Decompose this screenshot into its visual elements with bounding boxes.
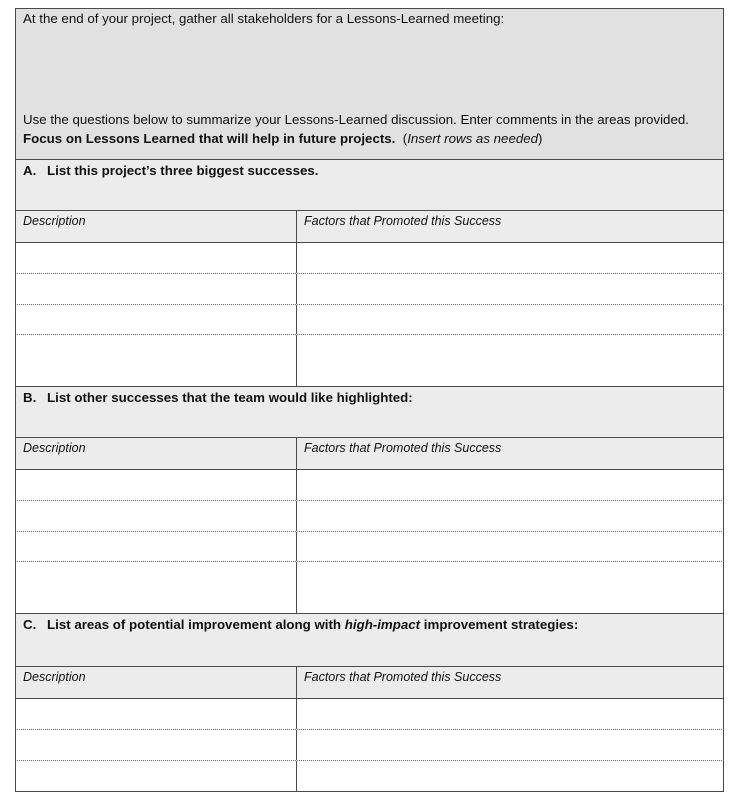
intro-insert-rows-note: Insert rows as needed [407,131,539,146]
paren-open: ( [402,131,408,146]
table-row [15,501,724,532]
table-row [15,243,724,274]
description-cell[interactable] [16,730,297,760]
section-letter: B. [23,390,37,405]
paren-close: ) [538,131,543,146]
lessons-learned-form [15,8,724,792]
intro-line-1: At the end of your project, gather all stakeholders for a Lessons-Learned meeting: [23,11,505,26]
factors-cell[interactable] [297,761,723,791]
section-letter: C. [23,617,37,632]
section-b-column-headers [15,438,724,470]
section-title-emphasis: high-impact [344,617,421,632]
factors-cell[interactable] [297,532,723,561]
factors-cell[interactable] [297,699,723,729]
description-cell[interactable] [16,243,297,273]
description-cell[interactable] [16,305,297,334]
description-cell[interactable] [16,699,297,729]
section-title-text: List this project’s three biggest successes. [47,163,319,178]
factors-cell[interactable] [297,243,723,273]
section-a-header [15,160,724,211]
table-row [15,305,724,335]
table-row [15,562,724,614]
column-header-description: Description [16,438,297,469]
section-letter: A. [23,163,37,178]
section-title-text-before: List areas of potential improvement along with [47,617,345,632]
column-header-factors: Factors that Promoted this Success [304,670,502,684]
factors-cell[interactable] [297,730,723,760]
description-cell[interactable] [16,501,297,531]
intro-focus-text: Focus on Lessons Learned that will help in future projects. [23,131,396,146]
factors-cell[interactable] [297,305,723,334]
column-header-description: Description [16,667,297,698]
section-c-column-headers [15,667,724,699]
factors-cell[interactable] [297,501,723,531]
intro-line-2: Use the questions below to summarize your Lessons-Learned discussion. Enter comments in the areas provided. [23,112,689,127]
description-cell[interactable] [16,274,297,304]
table-row [15,730,724,761]
section-title-text: List other successes that the team would like highlighted: [47,390,413,405]
description-cell[interactable] [16,761,297,791]
section-b-header [15,387,724,438]
factors-cell[interactable] [297,470,723,500]
table-row [15,335,724,387]
description-cell[interactable] [16,470,297,500]
table-row [15,470,724,501]
section-a-title [23,163,318,178]
table-row [15,274,724,305]
factors-cell[interactable] [297,274,723,304]
column-header-factors: Factors that Promoted this Success [304,214,502,228]
table-row [15,699,724,730]
factors-cell[interactable] [297,335,723,386]
description-cell[interactable] [16,532,297,561]
intro-block [15,8,724,160]
section-title-text-after: improvement strategies: [420,617,579,632]
intro-line-3 [23,131,542,146]
section-b-title [23,390,413,405]
section-a-column-headers [15,211,724,243]
section-c-header [15,614,724,667]
column-header-description: Description [16,211,297,242]
description-cell[interactable] [16,562,297,613]
description-cell[interactable] [16,335,297,386]
table-row [15,532,724,562]
factors-cell[interactable] [297,562,723,613]
section-c-title [23,617,578,632]
column-header-factors: Factors that Promoted this Success [304,441,502,455]
table-row [15,761,724,792]
